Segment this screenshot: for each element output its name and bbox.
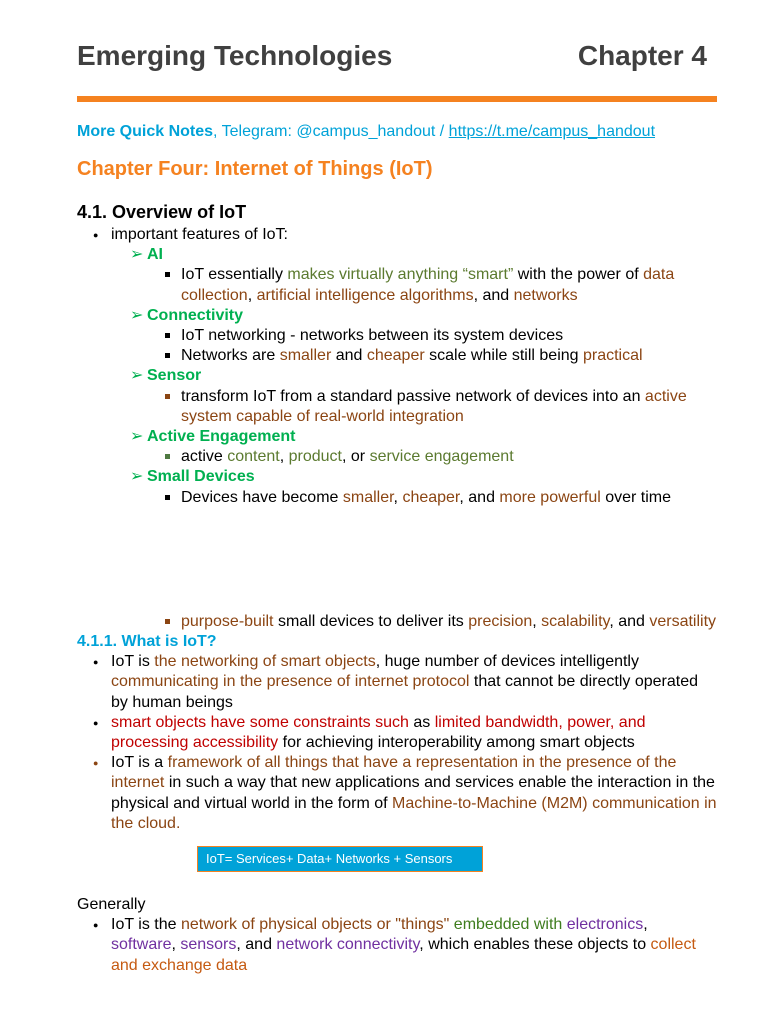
feature-heading: Connectivity: [147, 306, 244, 324]
chapter-label: Chapter 4: [577, 40, 707, 71]
list-item: ● IoT is the networking of smart objects, huge number of devices intelligently communicating in the presence of internet protocol that cannot be directly operated by human beings: [77, 652, 717, 713]
subsection-heading: 4.1.1. What is IoT?: [77, 633, 217, 651]
list-item: ● smart objects have some constraints such as limited bandwidth, power, and processing accessibility for achieving interoperability among smart objects: [77, 713, 717, 753]
arrow-bullet-icon: ➢: [130, 306, 144, 324]
quick-notes-line: [77, 121, 717, 143]
list-item: IoT networking - networks between its system devices: [77, 326, 717, 346]
telegram-text: , Telegram: @campus_handout /: [213, 123, 449, 140]
chapter-title: Chapter Four: Internet of Things (IoT): [77, 158, 433, 180]
generally-label: Generally: [77, 896, 146, 914]
feature-item-connectivity: [77, 306, 717, 326]
list-item: transform IoT from a standard passive network of devices into an active system capable of real-world integration: [77, 387, 717, 427]
list-item: active content, product, or service engagement: [77, 447, 717, 467]
list-item: IoT essentially makes virtually anything “smart” with the power of data collection, artificial intelligence algorithms, and networks: [77, 265, 717, 305]
page-gap: [77, 508, 717, 612]
what-is-iot-list: [77, 652, 717, 834]
arrow-bullet-icon: ➢: [130, 468, 144, 486]
list-item: ● important features of IoT:: [77, 225, 717, 245]
list-item: ● IoT is the network of physical objects or "things" embedded with electronics, software, sensors, and network connectivity, which enables these objects to collect and exchange data: [77, 915, 717, 976]
arrow-bullet-icon: ➢: [130, 428, 144, 446]
arrow-bullet-icon: ➢: [130, 367, 144, 385]
feature-heading: AI: [147, 246, 163, 264]
feature-item-sensor: [77, 366, 717, 386]
iot-formula-box: IoT= Services+ Data+ Networks + Sensors: [197, 846, 483, 872]
feature-heading: Active Engagement: [147, 428, 296, 446]
document-title: Emerging Technologies: [77, 40, 393, 71]
document-body: [77, 121, 717, 976]
list-item: purpose-built small devices to deliver its precision, scalability, and versatility: [77, 612, 717, 632]
page-header: [77, 40, 717, 80]
quick-notes-label: More Quick Notes: [77, 123, 214, 140]
list-item: ● IoT is a framework of all things that have a representation in the presence of the internet in such a way that new applications and services enable the interaction in the physical and virtual world in the form of Machine-to-Machine (M2M) communication in the cloud.: [77, 753, 717, 834]
telegram-link[interactable]: https://t.me/campus_handout: [448, 123, 656, 140]
header-divider: [77, 96, 717, 102]
feature-list: [77, 245, 717, 265]
feature-item-ai: [77, 245, 717, 265]
feature-item-active-engagement: [77, 427, 717, 447]
feature-item-small-devices: [77, 467, 717, 487]
generally-list: [77, 915, 717, 976]
list-item: Networks are smaller and cheaper scale while still being practical: [77, 346, 717, 366]
overview-list: [77, 225, 717, 245]
section-heading: 4.1. Overview of IoT: [77, 202, 247, 222]
feature-heading: Sensor: [147, 367, 202, 385]
arrow-bullet-icon: ➢: [130, 246, 144, 264]
feature-heading: Small Devices: [147, 468, 255, 486]
list-item: Devices have become smaller, cheaper, and more powerful over time: [77, 488, 717, 508]
